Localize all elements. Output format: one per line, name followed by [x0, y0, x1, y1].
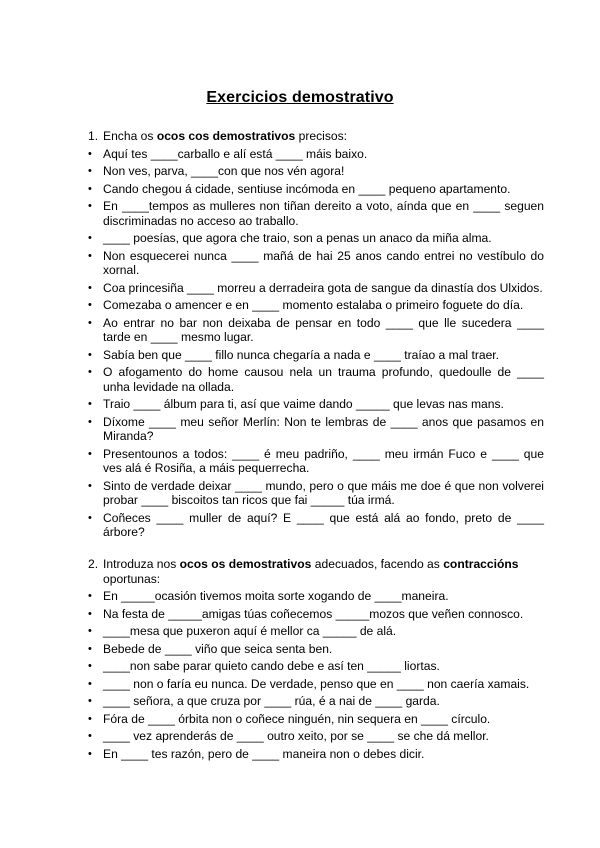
- exercise-1: [88, 129, 544, 543]
- bullet-icon: •: [88, 165, 92, 177]
- list-item-text: Sinto de verdade deixar ____ mundo, pero o que máis me doe é que non volverei probar ____ biscoitos tan ricos que fai _____ túa irmá.: [103, 478, 544, 507]
- exercise-1-number: 1.: [88, 129, 99, 143]
- list-item-text: En ____tempos as mulleres non tiñan dereito a voto, aínda que en ____ seguen discriminadas no acceso ao traballo.: [103, 199, 544, 228]
- bullet-icon: •: [88, 316, 92, 329]
- list-item: [88, 729, 544, 744]
- bullet-icon: •: [88, 590, 92, 602]
- instruction-bold-text-2: contraccións: [443, 557, 519, 571]
- bullet-icon: •: [88, 415, 92, 428]
- list-item: [88, 607, 544, 622]
- list-item: [88, 298, 544, 313]
- list-item-text: O afogamento do home causou nela un trauma profundo, quedoulle de ____ unha levidade na ollada.: [103, 365, 544, 394]
- instruction-text-end: oportunas:: [103, 571, 161, 586]
- list-item-text: Traio ____ álbum para ti, así que vaime dando _____ que levas nas mans.: [103, 397, 504, 411]
- list-item: [88, 231, 544, 246]
- exercise-2: [88, 557, 544, 764]
- list-item-text: En _____ocasión tivemos moita sorte xogando de ____maneira.: [103, 589, 449, 603]
- list-item-text: ____non sabe parar quieto cando debe e así ten _____ liortas.: [103, 659, 440, 673]
- instruction-bold-text: ocos cos demostrativos: [156, 129, 296, 143]
- list-item: [88, 147, 544, 162]
- bullet-icon: •: [88, 182, 92, 195]
- exercise-1-list: [88, 147, 544, 540]
- list-item-text: Na festa de _____amigas túas coñecemos _____mozos que veñen connosco.: [103, 606, 524, 621]
- page-title: Exercicios demostrativo: [206, 89, 394, 106]
- bullet-icon: •: [88, 625, 92, 637]
- list-item-text: Aquí tes ____carballo e alí está ____ máis baixo.: [103, 146, 368, 161]
- list-item-text: Sabía ben que ____ fillo nunca chegaría a nada e ____ traíao a mal traer.: [103, 347, 500, 362]
- instruction-bold-text: ocos os demostrativos: [179, 557, 312, 571]
- list-item-text: ____ señora, a que cruza por ____ rúa, é a nai de ____ garda.: [103, 694, 440, 708]
- list-item-text: Non ves, parva, ____con que nos vén agora!: [103, 164, 345, 178]
- list-item: [88, 182, 544, 197]
- bullet-icon: •: [88, 281, 92, 294]
- bullet-icon: •: [88, 660, 92, 672]
- bullet-icon: •: [88, 249, 92, 262]
- bullet-icon: •: [88, 479, 92, 492]
- list-item: [88, 642, 544, 657]
- list-item: [88, 397, 544, 412]
- list-item-text: Coñeces ____ muller de aquí? E ____ que está alá ao fondo, preto de ____ árbore?: [103, 510, 544, 539]
- list-item-text: Coa princesiña ____ morreu a derradeira gota de sangue da dinastía dos Ulxidos.: [103, 280, 543, 295]
- list-item-text: Bebede de ____ viño que seica senta ben.: [103, 641, 333, 656]
- exercise-2-number: 2.: [88, 557, 99, 571]
- list-item-text: Ao entrar no bar non deixaba de pensar en todo ____ que lle sucedera ____ tarde en ____ mesmo lugar.: [103, 315, 544, 344]
- bullet-icon: •: [88, 747, 92, 760]
- list-item-text: Non esquecerei nunca ____ mañá de hai 25 anos cando entrei no vestíbulo do xornal.: [103, 248, 544, 277]
- list-item: [88, 281, 544, 296]
- bullet-icon: •: [88, 200, 92, 212]
- list-item: [88, 249, 544, 278]
- instruction-text-end: precisos:: [298, 129, 348, 143]
- instruction-text-mid: adecuados, facendo as: [314, 557, 444, 571]
- list-item: [88, 511, 544, 540]
- bullet-icon: •: [88, 398, 92, 410]
- list-item: [88, 164, 544, 179]
- list-item: [88, 447, 544, 476]
- bullet-icon: •: [88, 147, 92, 160]
- bullet-icon: •: [88, 447, 92, 460]
- list-item-text: Comezaba o amencer e en ____ momento estalaba o primeiro foguete do día.: [103, 298, 524, 312]
- bullet-icon: •: [88, 348, 92, 361]
- bullet-icon: •: [88, 695, 92, 707]
- list-item-text: En ____ tes razón, pero de ____ maneira non o debes dicir.: [103, 746, 425, 761]
- bullet-icon: •: [88, 511, 92, 524]
- bullet-icon: •: [88, 712, 92, 725]
- list-item: [88, 479, 544, 508]
- bullet-icon: •: [88, 607, 92, 620]
- list-item: [88, 589, 544, 604]
- instruction-text: Introduza nos: [103, 557, 180, 571]
- list-item: [88, 348, 544, 363]
- list-item: [88, 712, 544, 727]
- list-item-text: ____mesa que puxeron aquí é mellor ca _____ de alá.: [103, 624, 397, 638]
- list-item: [88, 694, 544, 709]
- bullet-icon: •: [88, 642, 92, 655]
- list-item: [88, 316, 544, 345]
- exercise-2-instruction: [88, 557, 544, 586]
- bullet-icon: •: [88, 299, 92, 311]
- list-item: [88, 415, 544, 444]
- list-item-text: Presentounos a todos: ____ é meu padriño, ____ meu irmán Fuco e ____ que ves alá é Rosiña, a máis pequerrecha.: [103, 446, 544, 475]
- exercise-2-list: [88, 589, 544, 761]
- list-item-text: ____ vez aprenderás de ____ outro xeito, por se ____ se che dá mellor.: [103, 729, 489, 743]
- bullet-icon: •: [88, 730, 92, 742]
- list-item: [88, 659, 544, 674]
- bullet-icon: •: [88, 366, 92, 378]
- list-item: [88, 365, 544, 394]
- list-item: [88, 677, 544, 692]
- list-item-text: Fóra de ____ órbita non o coñece ninguén, nin sequera en ____ círculo.: [103, 711, 491, 726]
- exercise-1-instruction: [88, 129, 544, 144]
- list-item-text: ____ poesías, que agora che traio, son a penas un anaco da miña alma.: [103, 231, 492, 245]
- list-item: [88, 747, 544, 762]
- instruction-text: Encha os: [103, 129, 154, 143]
- list-item: [88, 199, 544, 228]
- bullet-icon: •: [88, 232, 92, 244]
- list-item-text: Cando chegou á cidade, sentiuse incómoda en ____ pequeno apartamento.: [103, 181, 511, 196]
- list-item-text: Díxome ____ meu señor Merlín: Non te lembras de ____ anos que pasamos en Miranda?: [103, 414, 544, 443]
- list-item: [88, 624, 544, 639]
- list-item-text: ____ non o faría eu nunca. De verdade, penso que en ____ non caería xamais.: [103, 676, 530, 691]
- bullet-icon: •: [88, 677, 92, 690]
